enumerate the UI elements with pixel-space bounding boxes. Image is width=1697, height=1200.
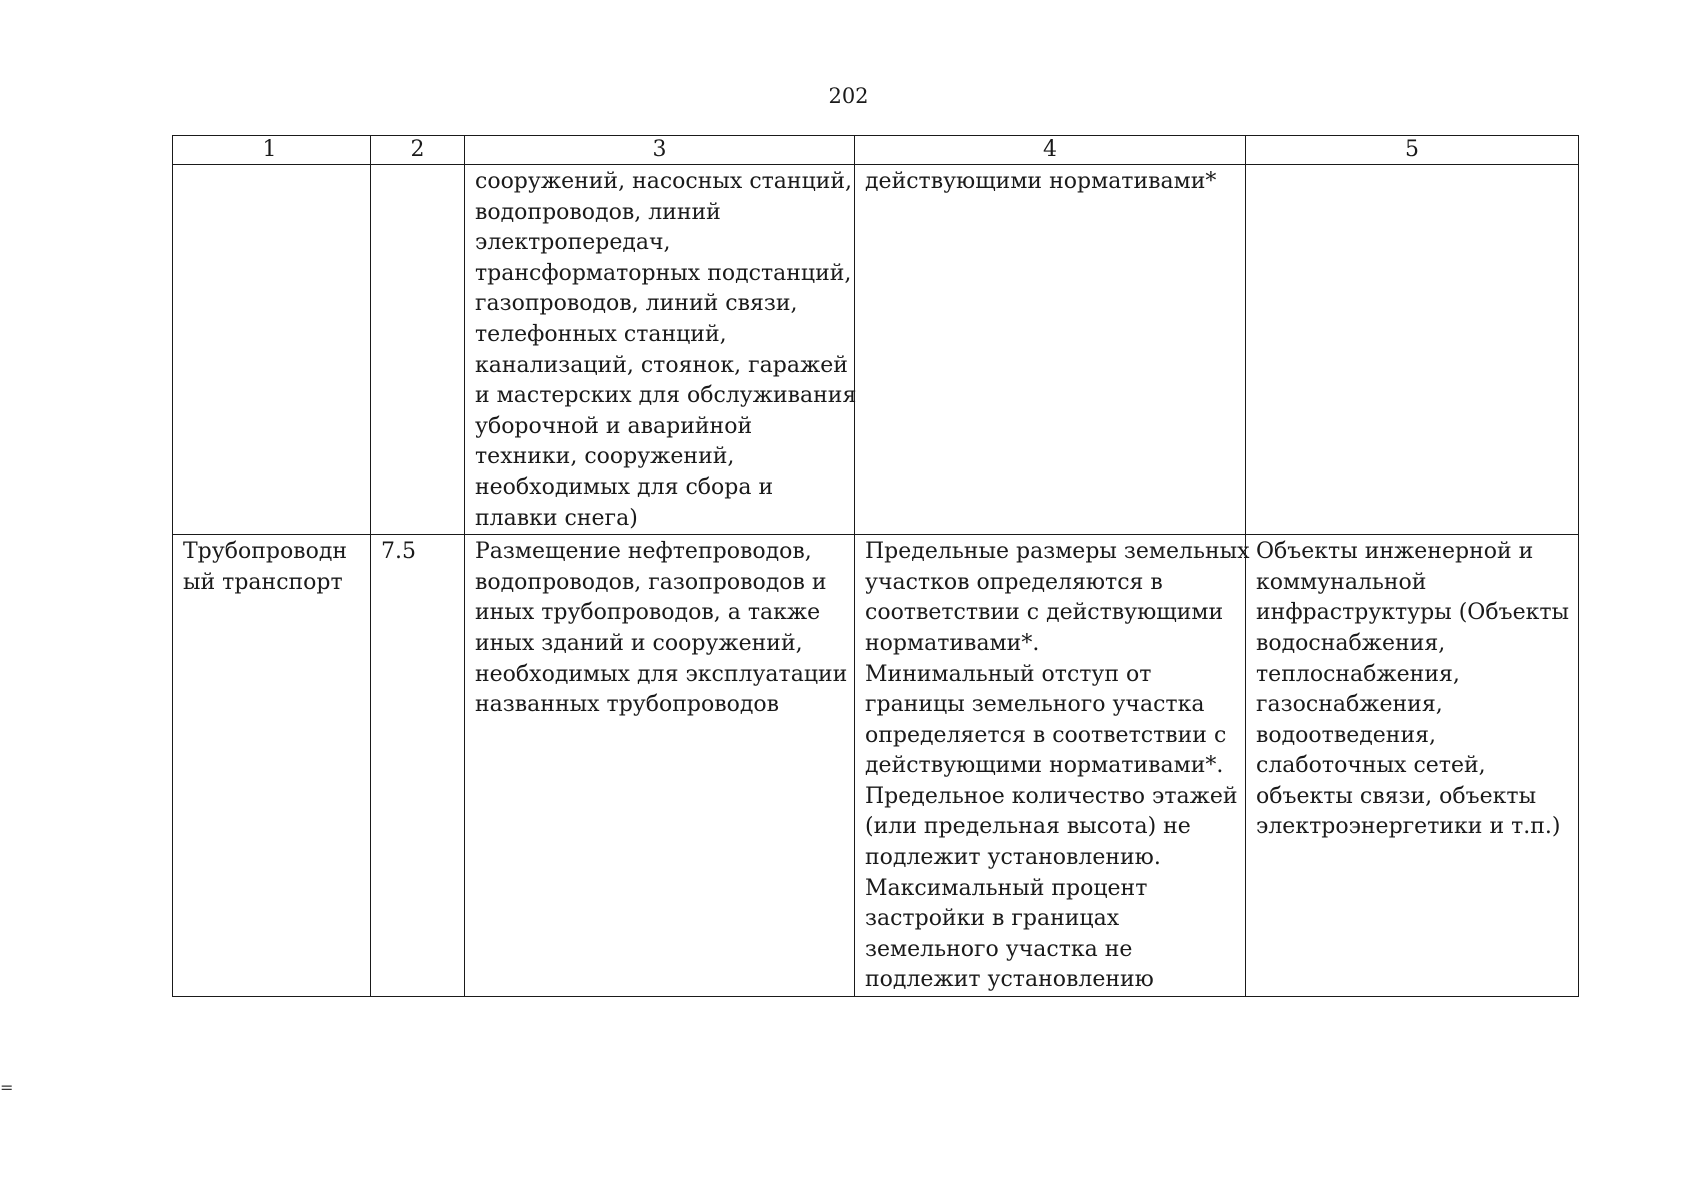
cell-text-line: электроэнергетики и т.п.) <box>1256 814 1561 840</box>
cell-text-line: инфраструктуры (Объекты <box>1256 600 1570 626</box>
cell-text-line: газопроводов, линий связи, <box>475 291 798 317</box>
cell-text-line: участков определяются в <box>865 569 1163 595</box>
cell-auxiliary-uses <box>1246 535 1579 997</box>
cell-text-line: определяется в соответствии с <box>865 722 1227 748</box>
cell-text-line: телефонных станций, <box>475 321 727 347</box>
cell-text-line: сооружений, насосных станций, <box>475 169 853 194</box>
cell-text-line: уборочной и аварийной <box>475 413 753 439</box>
cell-parameters <box>855 165 1246 535</box>
cell-text-line: Предельные размеры земельных <box>865 539 1250 565</box>
cell-text-line: подлежит установлению <box>865 967 1154 993</box>
cell-text-line: нормативами*. <box>865 630 1040 656</box>
cell-text-line: водопроводов, линий <box>475 199 721 225</box>
cell-parameters <box>855 535 1250 997</box>
cell-text-line: трансформаторных подстанций, <box>475 260 852 286</box>
cell-code <box>371 165 465 535</box>
cell-description <box>465 535 855 997</box>
header-col-5: 5 <box>1246 136 1579 165</box>
cell-use-type <box>173 165 371 535</box>
cell-text-line: ый транспорт <box>183 569 343 595</box>
cell-text-line: действующими нормативами*. <box>865 753 1224 779</box>
cell-text-line: техники, сооружений, <box>475 444 735 470</box>
table-row <box>173 165 1579 535</box>
cell-text-line: иных зданий и сооружений, <box>475 630 803 656</box>
land-use-table <box>172 135 1579 997</box>
cell-code: 7.5 <box>371 535 465 997</box>
cell-text-line: газоснабжения, <box>1256 692 1443 718</box>
header-col-1: 1 <box>173 136 371 165</box>
cell-text-line: застройки в границах <box>865 906 1120 932</box>
cell-text-line: коммунальной <box>1256 569 1427 595</box>
cell-text-line: необходимых для сбора и <box>475 474 774 500</box>
cell-text-line: Максимальный процент <box>865 875 1148 901</box>
header-col-4: 4 <box>855 136 1246 165</box>
cell-text-line: теплоснабжения, <box>1256 661 1460 687</box>
header-col-2: 2 <box>371 136 465 165</box>
cell-text-line: слаботочных сетей, <box>1256 753 1486 779</box>
margin-mark: = <box>0 1078 14 1097</box>
table-header-row <box>173 136 1579 165</box>
cell-text-line: водопроводов, газопроводов и <box>475 569 827 595</box>
cell-description <box>465 165 855 535</box>
header-col-3: 3 <box>465 136 855 165</box>
cell-text-line: Предельное количество этажей <box>865 783 1238 809</box>
cell-text-line: водоотведения, <box>1256 722 1437 748</box>
cell-text-line: и мастерских для обслуживания <box>475 383 857 409</box>
cell-text-line: объекты связи, объекты <box>1256 783 1537 809</box>
cell-text-line: электропередач, <box>475 230 671 256</box>
cell-text-line: Размещение нефтепроводов, <box>475 539 812 565</box>
cell-text-line: действующими нормативами* <box>865 169 1217 194</box>
cell-text-line: (или предельная высота) не <box>865 814 1191 840</box>
cell-text-line: названных трубопроводов <box>475 692 780 718</box>
cell-text-line: плавки снега) <box>475 505 638 531</box>
page-number: 202 <box>828 84 869 108</box>
cell-text-line: водоснабжения, <box>1256 630 1446 656</box>
cell-text-line: канализаций, стоянок, гаражей <box>475 352 848 378</box>
cell-text-line: Трубопроводн <box>183 539 348 565</box>
cell-text-line: Объекты инженерной и <box>1256 539 1534 565</box>
cell-text-line: земельного участка не <box>865 936 1133 962</box>
cell-text-line: подлежит установлению. <box>865 845 1161 871</box>
cell-text-line: необходимых для эксплуатации <box>475 661 848 687</box>
table-row <box>173 535 1579 997</box>
cell-text-line: границы земельного участка <box>865 692 1205 718</box>
cell-use-type <box>173 535 371 997</box>
cell-text-line: иных трубопроводов, а также <box>475 600 821 626</box>
cell-text-line: соответствии с действующими <box>865 600 1224 626</box>
cell-auxiliary-uses <box>1246 165 1579 535</box>
cell-text-line: Минимальный отступ от <box>865 661 1152 687</box>
